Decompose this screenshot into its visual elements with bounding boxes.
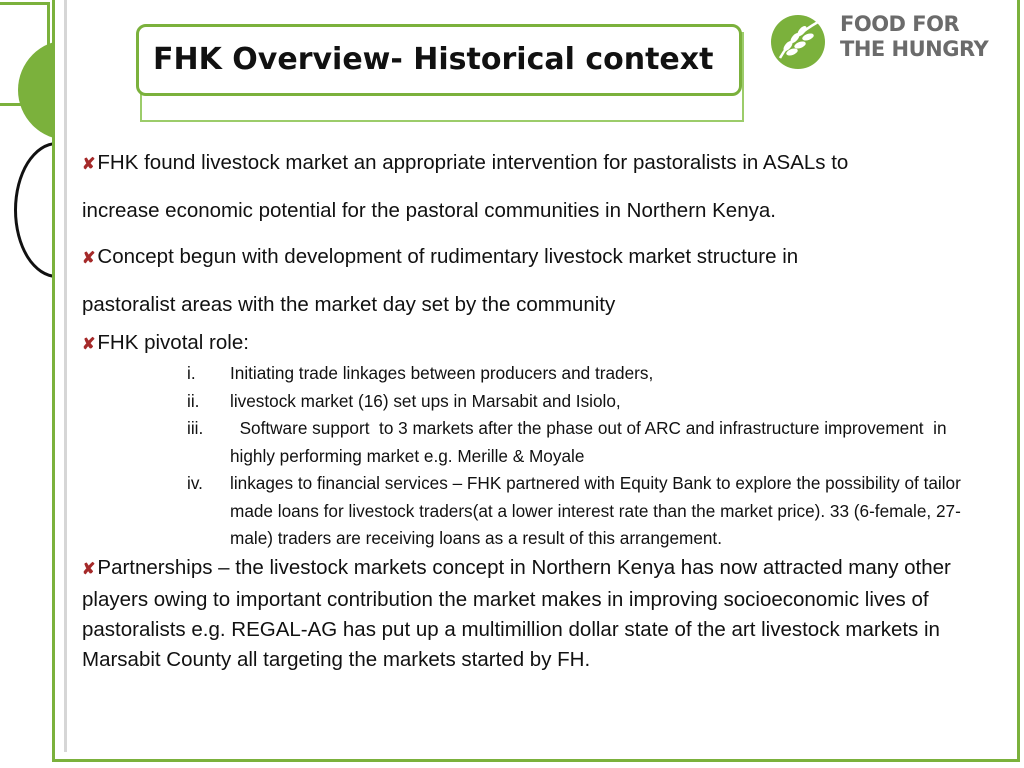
list-item [82, 470, 992, 553]
wheat-globe-icon [768, 10, 828, 70]
logo-line-1: FOOD FOR [840, 12, 960, 36]
list-item-text: linkages to financial services – FHK partnered with Equity Bank to explore the possibility of tailor made loans for livestock traders(at a lower interest rate than the market price). 33 (6-female, 27-male) traders are receiving loans as a result of this arrangement. [230, 473, 961, 548]
page-title: FHK Overview- Historical context [153, 42, 714, 77]
title-box [136, 24, 742, 96]
bullet-x-icon: ✘ [82, 560, 96, 578]
list-item-text: livestock market (16) set ups in Marsabit and Isiolo, [230, 390, 621, 411]
logo-line-2: THE HUNGRY [840, 37, 989, 61]
bullet-4 [82, 553, 992, 675]
list-number: iv. [187, 473, 203, 493]
list-item [82, 415, 992, 470]
list-number: i. [187, 363, 196, 383]
bullet-2-cont [82, 282, 992, 328]
list-item-text: Software support to 3 markets after the phase out of ARC and infrastructure improvement in highly performing market e.g. Merille & Moyale [230, 418, 952, 466]
bullet-1 [82, 140, 992, 188]
panel-divider [64, 0, 67, 752]
bullet-1-line-2: increase economic potential for the pastoral communities in Northern Kenya. [82, 199, 776, 222]
pivotal-role-list [82, 360, 992, 553]
bullet-1-cont [82, 188, 992, 234]
bullet-x-icon: ✘ [82, 336, 96, 353]
bullet-2 [82, 234, 992, 282]
bullet-3 [82, 328, 992, 360]
list-item [82, 360, 992, 388]
list-number: ii. [187, 390, 200, 411]
bullet-3-text: FHK pivotal role: [97, 331, 249, 354]
bullet-2-line-2: pastoralist areas with the market day set by the community [82, 293, 616, 316]
logo [766, 6, 1002, 70]
bullet-x-icon: ✘ [82, 250, 96, 267]
bullet-1-line-1: FHK found livestock market an appropriate intervention for pastoralists in ASALs to [97, 151, 849, 174]
list-item [82, 388, 992, 416]
bullet-2-line-1: Concept begun with development of rudimentary livestock market structure in [97, 245, 799, 268]
list-number: iii. [187, 418, 204, 438]
bullet-x-icon: ✘ [82, 156, 96, 173]
list-item-text: Initiating trade linkages between producers and traders, [230, 363, 654, 383]
slide-body [82, 140, 992, 675]
bullet-4-text: Partnerships – the livestock markets concept in Northern Kenya has now attracted many other players owing to important contribution the market makes in improving socioeconomic lives of pastoralists e.g. REGAL-AG has put up a multimillion dollar state of the art livestock markets in Marsabit County all targeting the markets started by FH. [82, 555, 951, 671]
